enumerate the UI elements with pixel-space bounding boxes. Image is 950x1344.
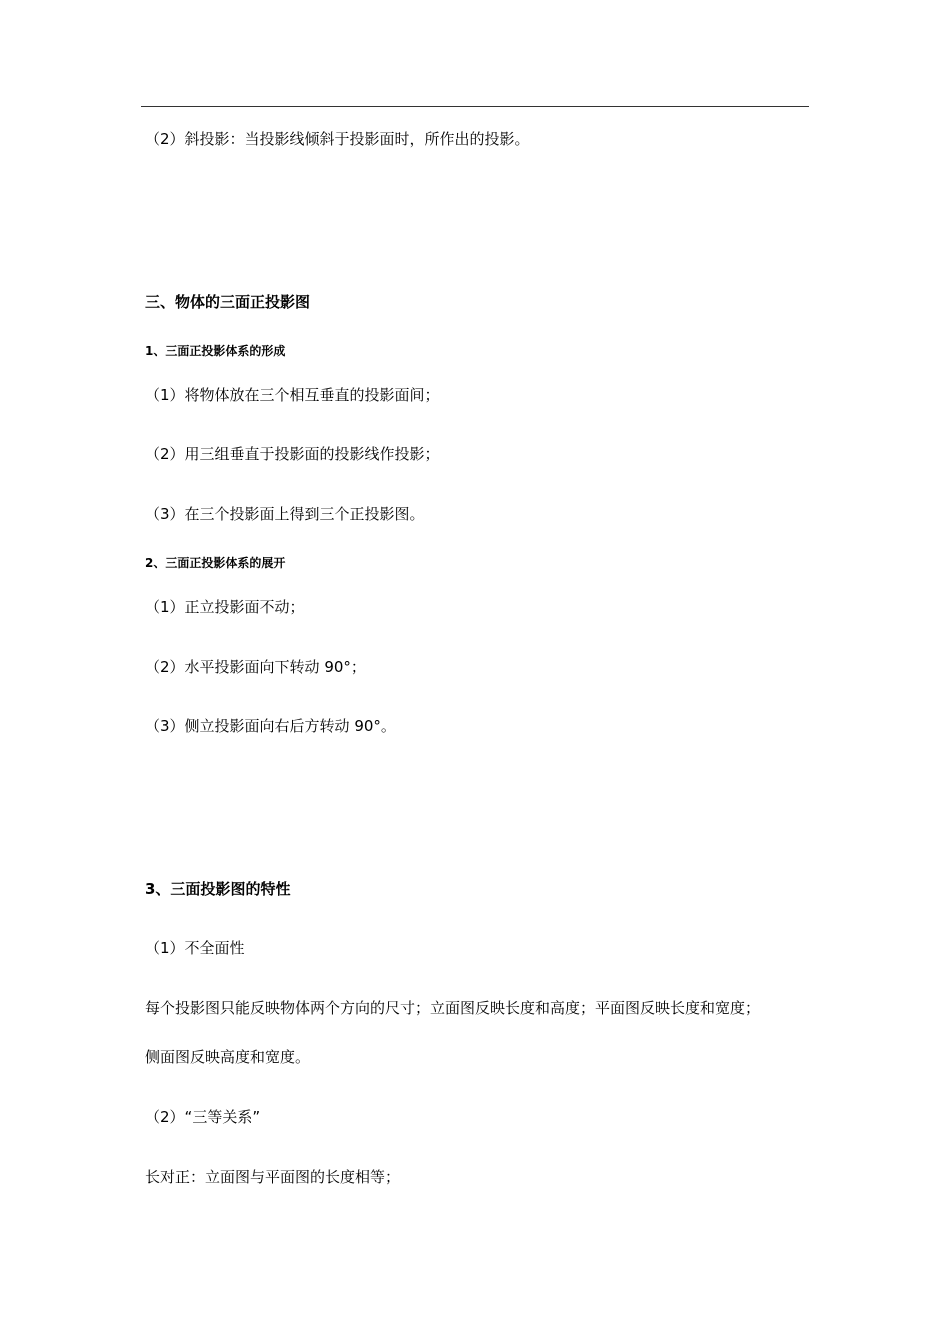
paragraph-oblique-projection: （2）斜投影：当投影线倾斜于投影面时，所作出的投影。: [145, 130, 530, 148]
header-divider: [141, 106, 809, 107]
list-item-unfolding-1: （1）正立投影面不动；: [145, 598, 305, 616]
paragraph-incompleteness-body-1: 每个投影图只能反映物体两个方向的尺寸；立面图反映长度和高度；平面图反映长度和宽度；: [145, 999, 761, 1017]
list-item-three-equal-relations: （2）“三等关系”: [145, 1108, 261, 1126]
list-item-formation-1: （1）将物体放在三个相互垂直的投影面间；: [145, 386, 440, 404]
list-item-formation-3: （3）在三个投影面上得到三个正投影图。: [145, 505, 425, 523]
list-item-formation-2: （2）用三组垂直于投影面的投影线作投影；: [145, 445, 440, 463]
subheading-system-formation: 1、三面正投影体系的形成: [145, 344, 286, 358]
paragraph-length-alignment: 长对正：立面图与平面图的长度相等；: [145, 1168, 401, 1186]
section-heading-three-view: 三、物体的三面正投影图: [145, 293, 311, 311]
list-item-incompleteness: （1）不全面性: [145, 939, 245, 957]
list-item-unfolding-2: （2）水平投影面向下转动 90°；: [145, 658, 366, 676]
paragraph-incompleteness-body-2: 侧面图反映高度和宽度。: [145, 1048, 311, 1066]
subheading-characteristics: 3、三面投影图的特性: [145, 880, 291, 898]
subheading-system-unfolding: 2、三面正投影体系的展开: [145, 556, 286, 570]
list-item-unfolding-3: （3）侧立投影面向右后方转动 90°。: [145, 717, 396, 735]
